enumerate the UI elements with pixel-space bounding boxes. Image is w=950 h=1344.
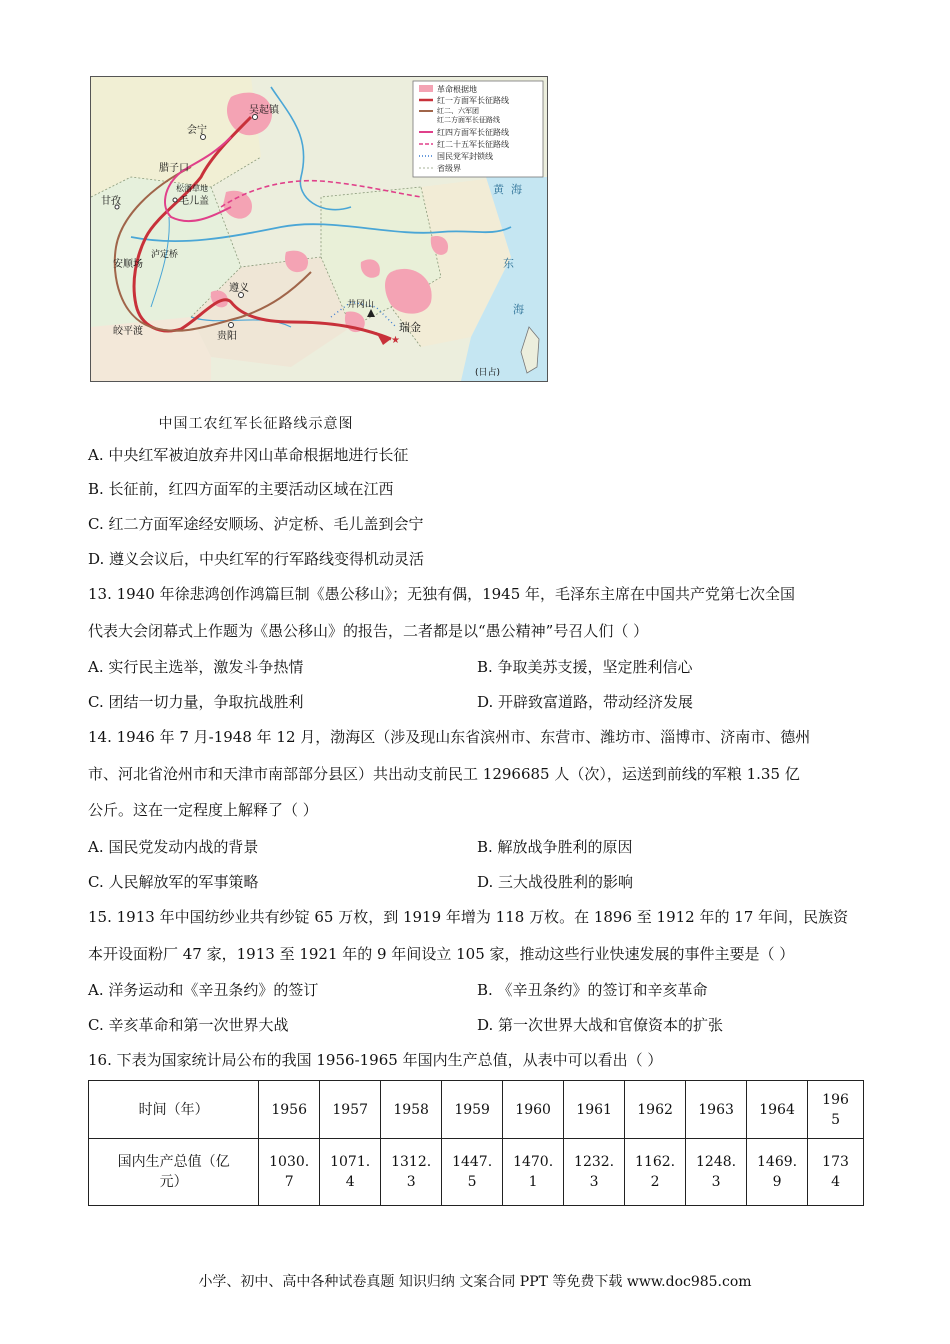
table-header-year: 时间（年） xyxy=(89,1081,259,1139)
table-cell-year: 1963 xyxy=(686,1081,747,1139)
q14-stem-line2: 市、河北省沧州市和天津市南部部分县区）共出动支前民工 1296685 人（次），运送到前线的军粮 1.35 亿 xyxy=(88,765,800,783)
q14-option-c: C. 人民解放军的军事策略 xyxy=(88,873,259,891)
q15-option-d: D. 第一次世界大战和官僚资本的扩张 xyxy=(477,1016,724,1034)
q12-option-b: B. 长征前，红四方面军的主要活动区域在江西 xyxy=(88,480,394,498)
table-cell-year: 1957 xyxy=(320,1081,381,1139)
table-header-gdp: 国内生产总值（亿 元） xyxy=(89,1139,259,1206)
svg-text:省级界: 省级界 xyxy=(437,164,461,173)
sea-label: 黄 xyxy=(493,183,504,196)
q13-stem-line2: 代表大会闭幕式上作题为《愚公移山》的报告，二者都是以“愚公精神”号召人们（ ） xyxy=(88,622,649,640)
q15-stem-line2: 本开设面粉厂 47 家，1913 至 1921 年的 9 年间设立 105 家，推动这些行业快速发展的事件主要是（ ） xyxy=(88,945,795,963)
table-cell-gdp: 1447. 5 xyxy=(442,1139,503,1206)
table-cell-gdp: 1469. 9 xyxy=(747,1139,808,1206)
svg-text:腊子口: 腊子口 xyxy=(159,163,189,174)
place-luding xyxy=(151,248,178,260)
table-cell-gdp: 1248. 3 xyxy=(686,1139,747,1206)
table-cell-gdp: 1470. 1 xyxy=(503,1139,564,1206)
table-cell-year: 1964 xyxy=(747,1081,808,1139)
q15-option-a: A. 洋务运动和《辛丑条约》的签订 xyxy=(88,981,319,999)
svg-text:安顺场: 安顺场 xyxy=(113,259,143,270)
sea-label: 东 xyxy=(503,257,514,270)
svg-text:★: ★ xyxy=(391,335,400,346)
svg-text:(日占): (日占) xyxy=(475,368,501,378)
q14-option-d: D. 三大战役胜利的影响 xyxy=(477,873,634,891)
table-cell-year: 1958 xyxy=(381,1081,442,1139)
q14-option-b: B. 解放战争胜利的原因 xyxy=(477,838,633,856)
q15-stem-line1: 15. 1913 年中国纺纱业共有纱锭 65 万枚，到 1919 年增为 118 万枚。在 1896 至 1912 年的 17 年间，民族资 xyxy=(88,908,849,926)
svg-text:革命根据地: 革命根据地 xyxy=(437,85,477,94)
svg-text:红二方面军长征路线: 红二方面军长征路线 xyxy=(437,116,500,124)
q13-option-b: B. 争取美苏支援，坚定胜利信心 xyxy=(477,658,693,676)
svg-text:瑞金: 瑞金 xyxy=(399,321,421,334)
q16-stem: 16. 下表为国家统计局公布的我国 1956-1965 年国内生产总值，从表中可以看出（ ） xyxy=(88,1051,663,1069)
svg-text:国民党军封锁线: 国民党军封锁线 xyxy=(437,152,493,161)
place-maoergai xyxy=(173,194,209,207)
svg-text:毛儿盖: 毛儿盖 xyxy=(179,196,209,207)
svg-text:遵义: 遵义 xyxy=(229,283,249,294)
svg-text:松潘草地: 松潘草地 xyxy=(176,184,208,193)
sea-label: 海 xyxy=(513,303,524,316)
table-cell-year: 1959 xyxy=(442,1081,503,1139)
place-lazikou xyxy=(159,161,189,174)
page-footer: 小学、初中、高中各种试卷真题 知识归纳 文案合同 PPT 等免费下载 www.doc985.com xyxy=(198,1274,752,1290)
svg-text:甘孜: 甘孜 xyxy=(101,196,121,207)
q12-option-a: A. 中央红军被迫放弃井冈山革命根据地进行长征 xyxy=(88,446,409,464)
svg-text:贵阳: 贵阳 xyxy=(217,331,237,342)
q15-option-c: C. 辛亥革命和第一次世界大战 xyxy=(88,1016,289,1034)
table-row xyxy=(89,1139,864,1206)
map-legend xyxy=(413,81,543,177)
q14-stem-line3: 公斤。这在一定程度上解释了（ ） xyxy=(88,801,318,819)
svg-text:红一方面军长征路线: 红一方面军长征路线 xyxy=(437,96,509,105)
table-cell-gdp: 1312. 3 xyxy=(381,1139,442,1206)
place-anshunchang xyxy=(113,257,143,270)
place-taiwan-note xyxy=(475,366,500,378)
long-march-map xyxy=(90,76,548,382)
q13-stem-line1: 13. 1940 年徐悲鸿创作鸿篇巨制《愚公移山》；无独有偶，1945 年，毛泽东主席在中国共产党第七次全国 xyxy=(88,585,796,603)
svg-text:皎平渡: 皎平渡 xyxy=(113,326,143,337)
table-cell-gdp: 1071. 4 xyxy=(320,1139,381,1206)
q12-option-c: C. 红二方面军途经安顺场、泸定桥、毛儿盖到会宁 xyxy=(88,515,424,533)
table-cell-gdp: 1232. 3 xyxy=(564,1139,625,1206)
table-cell-year: 1956 xyxy=(259,1081,320,1139)
table-cell-year: 196 5 xyxy=(808,1081,864,1139)
svg-text:吴起镇: 吴起镇 xyxy=(249,105,279,116)
map-caption: 中国工农红军长征路线示意图 xyxy=(158,416,354,432)
svg-text:井冈山: 井冈山 xyxy=(347,300,375,310)
svg-text:红四方面军长征路线: 红四方面军长征路线 xyxy=(437,128,509,137)
place-baxi xyxy=(176,183,208,193)
table-cell-gdp: 1030. 7 xyxy=(259,1139,320,1206)
svg-text:会宁: 会宁 xyxy=(187,125,207,136)
svg-text:红二十五军长征路线: 红二十五军长征路线 xyxy=(437,140,509,149)
q13-option-a: A. 实行民主选举，激发斗争热情 xyxy=(88,658,304,676)
table-row xyxy=(89,1081,864,1139)
place-ganzi xyxy=(101,194,121,209)
svg-text:红二、六军团: 红二、六军团 xyxy=(437,107,479,115)
q13-option-d: D. 开辟致富道路，带动经济发展 xyxy=(477,693,694,711)
sea-label: 海 xyxy=(511,183,522,196)
q14-stem-line1: 14. 1946 年 7 月-1948 年 12 月，渤海区（涉及现山东省滨州市、东营市、潍坊市、淄博市、济南市、德州 xyxy=(88,728,811,746)
q13-option-c: C. 团结一切力量，争取抗战胜利 xyxy=(88,693,304,711)
q14-option-a: A. 国民党发动内战的背景 xyxy=(88,838,259,856)
gdp-table xyxy=(88,1080,864,1206)
table-cell-year: 1960 xyxy=(503,1081,564,1139)
place-jiaopingdu xyxy=(113,324,143,337)
svg-text:泸定桥: 泸定桥 xyxy=(151,250,179,260)
q15-option-b: B. 《辛丑条约》的签订和辛亥革命 xyxy=(477,981,708,999)
table-cell-year: 1962 xyxy=(625,1081,686,1139)
q12-option-d: D. 遵义会议后，中央红军的行军路线变得机动灵活 xyxy=(88,550,425,568)
table-cell-year: 1961 xyxy=(564,1081,625,1139)
table-cell-gdp: 1162. 2 xyxy=(625,1139,686,1206)
table-cell-gdp: 173 4 xyxy=(808,1139,864,1206)
